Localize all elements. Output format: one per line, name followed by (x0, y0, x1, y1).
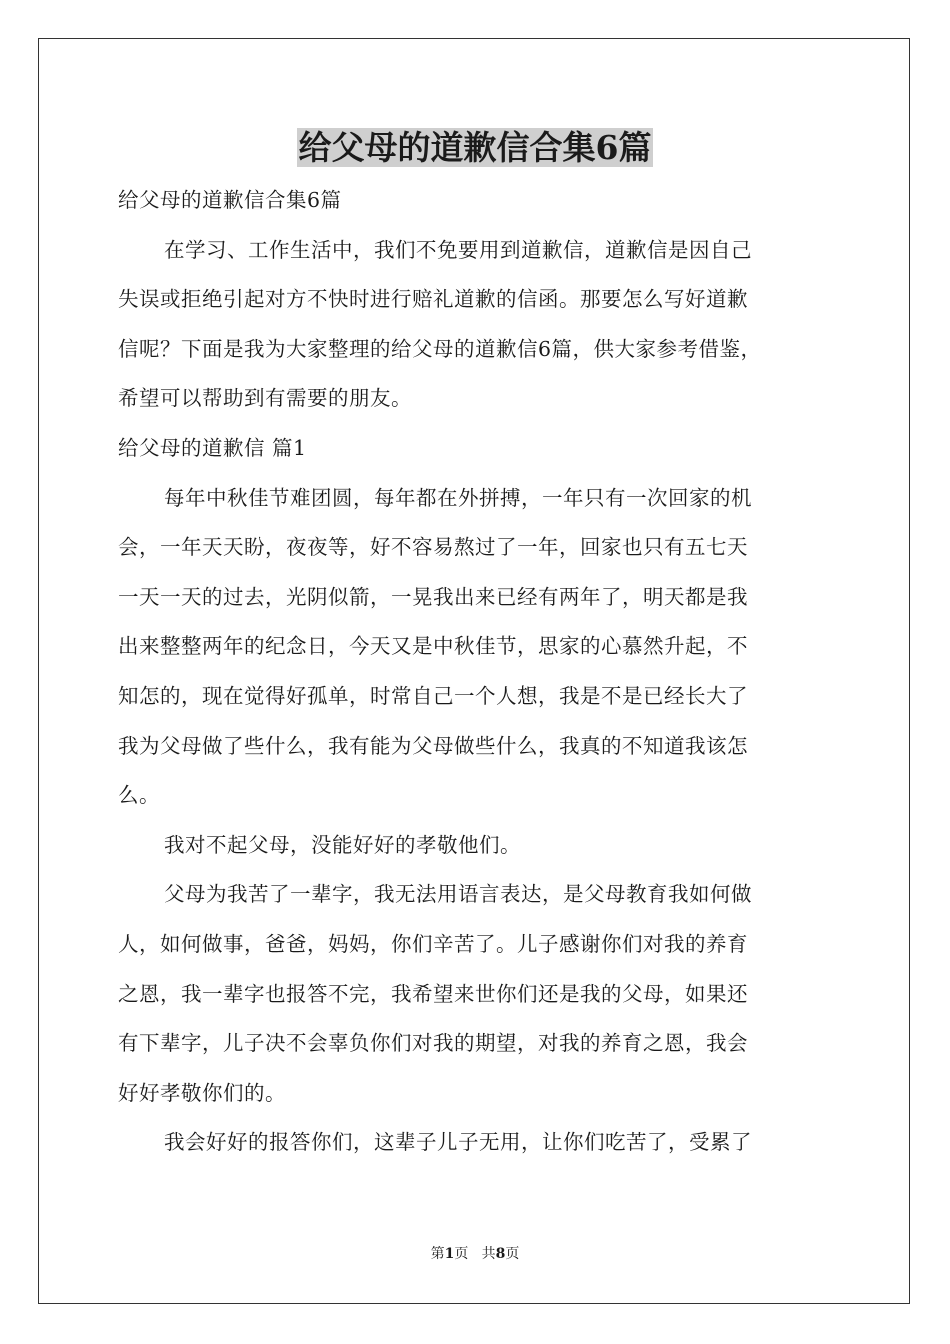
text-line: 每年中秋佳节难团圆，每年都在外拼搏，一年只有一次回家的机 (164, 485, 752, 510)
page-prefix: 第 (430, 1246, 445, 1262)
page-suffix: 页 (454, 1246, 469, 1262)
page-number: 1 (444, 1246, 455, 1262)
total-suffix: 页 (505, 1246, 520, 1262)
text-line: 我对不起父母，没能好好的孝敬他们。 (164, 832, 521, 857)
text-line: 人，如何做事，爸爸，妈妈，你们辛苦了。儿子感谢你们对我的养育 (118, 931, 748, 956)
text-line: 么。 (118, 783, 160, 808)
text-line: 我会好好的报答你们，这辈子儿子无用，让你们吃苦了，受累了 (164, 1130, 752, 1155)
text-line: 失误或拒绝引起对方不快时进行赔礼道歉的信函。那要怎么写好道歉 (118, 287, 748, 312)
text-line: 希望可以帮助到有需要的朋友。 (118, 386, 412, 411)
total-pages: 8 (495, 1246, 506, 1262)
text-line: 之恩，我一辈字也报答不完，我希望来世你们还是我的父母，如果还 (118, 981, 748, 1006)
text-line: 有下辈字，儿子决不会辜负你们对我的期望，对我的养育之恩，我会 (118, 1031, 748, 1056)
text-line: 在学习、工作生活中，我们不免要用到道歉信，道歉信是因自己 (164, 237, 752, 262)
text-line: 会，一年天天盼，夜夜等，好不容易熬过了一年，回家也只有五七天 (118, 535, 748, 560)
text-line: 信呢？下面是我为大家整理的给父母的道歉信6篇，供大家参考借鉴， (118, 336, 762, 361)
text-line: 出来整整两年的纪念日，今天又是中秋佳节，思家的心慕然升起，不 (118, 634, 748, 659)
page-footer (0, 1244, 950, 1264)
text-line: 给父母的道歉信合集6篇 (118, 188, 342, 212)
text-line: 知怎的，现在觉得好孤单，时常自己一个人想，我是不是已经长大了 (118, 683, 748, 708)
total-prefix: 共 (481, 1246, 496, 1262)
document-title-text: 给父母的道歉信合集6篇 (298, 128, 652, 167)
text-line: 一天一天的过去，光阴似箭，一晃我出来已经有两年了，明天都是我 (118, 584, 748, 609)
text-line: 给父母的道歉信 篇1 (118, 435, 307, 460)
text-line: 好好孝敬你们的。 (118, 1080, 286, 1105)
document-body (118, 176, 836, 1168)
document-title (0, 124, 950, 172)
text-line: 父母为我苦了一辈字，我无法用语言表达，是父母教育我如何做 (164, 882, 752, 907)
text-line: 我为父母做了些什么，我有能为父母做些什么，我真的不知道我该怎 (118, 733, 748, 758)
